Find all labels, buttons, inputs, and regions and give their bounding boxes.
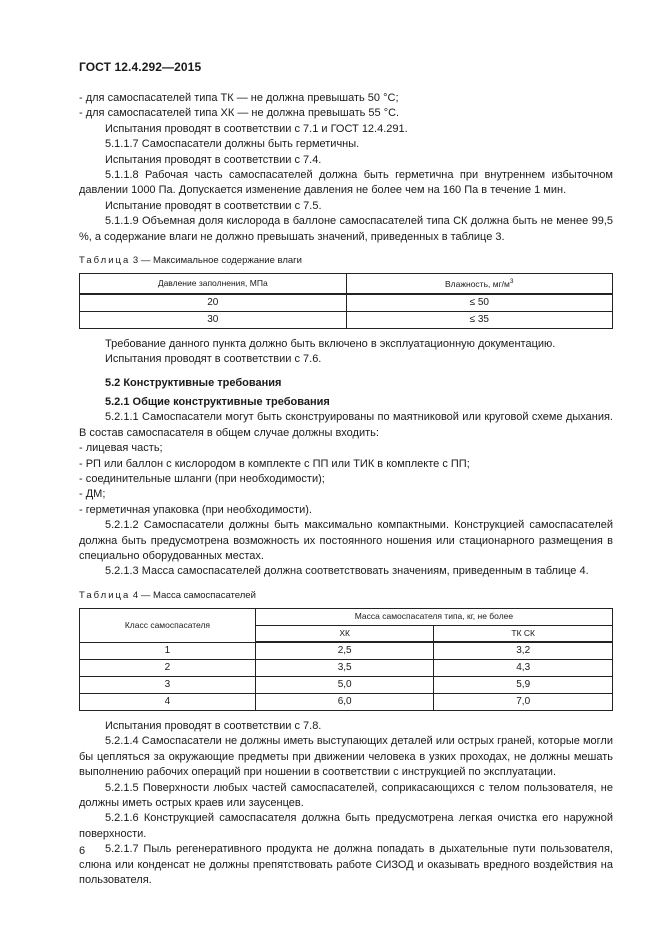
table-row <box>80 677 613 694</box>
table-cell: 5,9 <box>434 677 613 694</box>
paragraph: Требование данного пункта должно быть включено в эксплуатационную документацию. <box>105 337 556 350</box>
table4-caption <box>79 588 613 603</box>
paragraph: 5.2.1.3 Масса самоспасателей должна соответствовать значениям, приведенным в таблице 4. <box>105 565 589 578</box>
page-body <box>79 91 613 888</box>
table-cell: ≤ 50 <box>346 294 613 312</box>
paragraph: Испытания проводят в соответствии с 7.6. <box>105 353 322 366</box>
table-cell: 3 <box>80 677 256 694</box>
table-cell: 3,5 <box>255 660 434 677</box>
table-row <box>80 311 613 328</box>
table-cell: 6,0 <box>255 694 434 711</box>
table-cell: 4 <box>80 694 256 711</box>
subsection-title: 5.2.1 Общие конструктивные требования <box>105 395 330 408</box>
paragraph: 5.1.1.8 Рабочая часть самоспасателей должна быть герметична при внутреннем избыточном давлении 1000 Па. Допускается изменение давления не более чем на 160 Па в течение 1 мин. <box>79 169 613 197</box>
table-label: Таблица <box>79 589 131 601</box>
table-subheader: ТК СК <box>434 625 613 642</box>
paragraph: 5.2.1.4 Самоспасатели не должны иметь выступающих деталей или острых граней, которые могли бы цепляться за окружающие предметы при движении человека в узких проходах, не должны мешать выполнению рабочих операций при ношении в соответствии с инструкцией по эксплуатации. <box>79 735 613 779</box>
page-number: 6 <box>79 845 86 857</box>
table-label: Таблица <box>79 255 131 267</box>
paragraph: 5.2.1.7 Пыль регенеративного продукта не должна попадать в дыхательные пути пользователя, слюна или конденсат не должны препятствовать работе СИЗОД и оказывать вредного воздействия на пользователя. <box>79 843 613 887</box>
table-4 <box>79 608 613 711</box>
header-text: Влажность, мг/м <box>444 279 510 290</box>
table-cell: 2 <box>80 660 256 677</box>
paragraph: 5.1.1.7 Самоспасатели должны быть герметичны. <box>105 138 360 151</box>
table-cell: 5,0 <box>255 677 434 694</box>
table-cell: ≤ 35 <box>346 311 613 328</box>
list-item: - герметичная упаковка (при необходимости). <box>79 503 312 516</box>
table-cell: 3,2 <box>434 642 613 660</box>
paragraph: - для самоспасателей типа ХК — не должна превышать 55 °С. <box>79 107 400 120</box>
table-row <box>80 660 613 677</box>
document-header: ГОСТ 12.4.292—2015 <box>79 60 202 74</box>
table-row <box>80 694 613 711</box>
paragraph: 5.2.1.5 Поверхности любых частей самоспасателей, соприкасающихся с телом пользователя, не должны иметь острых краев или заусенцев. <box>79 781 613 810</box>
table-row <box>80 294 613 312</box>
superscript: 3 <box>509 278 514 286</box>
section-title: 5.2 Конструктивные требования <box>105 376 282 389</box>
table-cell: 2,5 <box>255 642 434 660</box>
paragraph: 5.2.1.2 Самоспасатели должны быть максимально компактными. Конструкцией самоспасателей должна быть предусмотрена возможность их постоянного ношения или стационарного размещения в специально оборудованных местах. <box>79 519 613 562</box>
paragraph: 5.2.1.6 Конструкцией самоспасателя должна быть предусмотрена легкая очистка его наружной поверхности. <box>79 812 613 840</box>
paragraph: Испытания проводят в соответствии с 7.1 и ГОСТ 12.4.291. <box>105 122 408 135</box>
list-item: - ДМ; <box>79 488 106 501</box>
paragraph: Испытания проводят в соответствии с 7.8. <box>105 720 322 733</box>
table-cell: 7,0 <box>434 694 613 711</box>
table-3 <box>79 273 613 328</box>
table-header: Масса самоспасателя типа, кг, не более <box>255 609 612 625</box>
table-caption-text: 3 — Максимальное содержание влаги <box>132 255 302 267</box>
paragraph: Испытание проводят в соответствии с 7.5. <box>105 199 322 212</box>
table-caption-text: 4 — Масса самоспасателей <box>132 589 256 601</box>
table-cell: 4,3 <box>434 660 613 677</box>
list-item: - РП или баллон с кислородом в комплекте с ПП или ТИК в комплекте с ПП; <box>79 457 470 470</box>
table-header: Давление заполнения, МПа <box>80 274 347 294</box>
list-item: - лицевая часть; <box>79 442 163 455</box>
paragraph: 5.2.1.1 Самоспасатели могут быть сконструированы по маятниковой или круговой схеме дыхания. В состав самоспасателя в общем случае должны входить: <box>79 411 613 439</box>
table-header: Класс самоспасателя <box>80 609 256 642</box>
paragraph: - для самоспасателей типа ТК — не должна превышать 50 °С; <box>79 92 399 104</box>
paragraph: 5.1.1.9 Объемная доля кислорода в баллоне самоспасателей типа СК должна быть не менее 99,5 %, а содержание влаги не должно превышать значений, приведенных в таблице 3. <box>79 215 613 243</box>
list-item: - соединительные шланги (при необходимости); <box>79 472 325 485</box>
table-cell: 30 <box>80 311 347 328</box>
table-cell: 1 <box>80 642 256 660</box>
table3-caption <box>79 253 613 268</box>
table-row <box>80 642 613 660</box>
table-cell: 20 <box>80 294 347 312</box>
paragraph: Испытания проводят в соответствии с 7.4. <box>105 153 322 166</box>
table-subheader: ХК <box>255 625 434 642</box>
table-header <box>346 274 613 294</box>
